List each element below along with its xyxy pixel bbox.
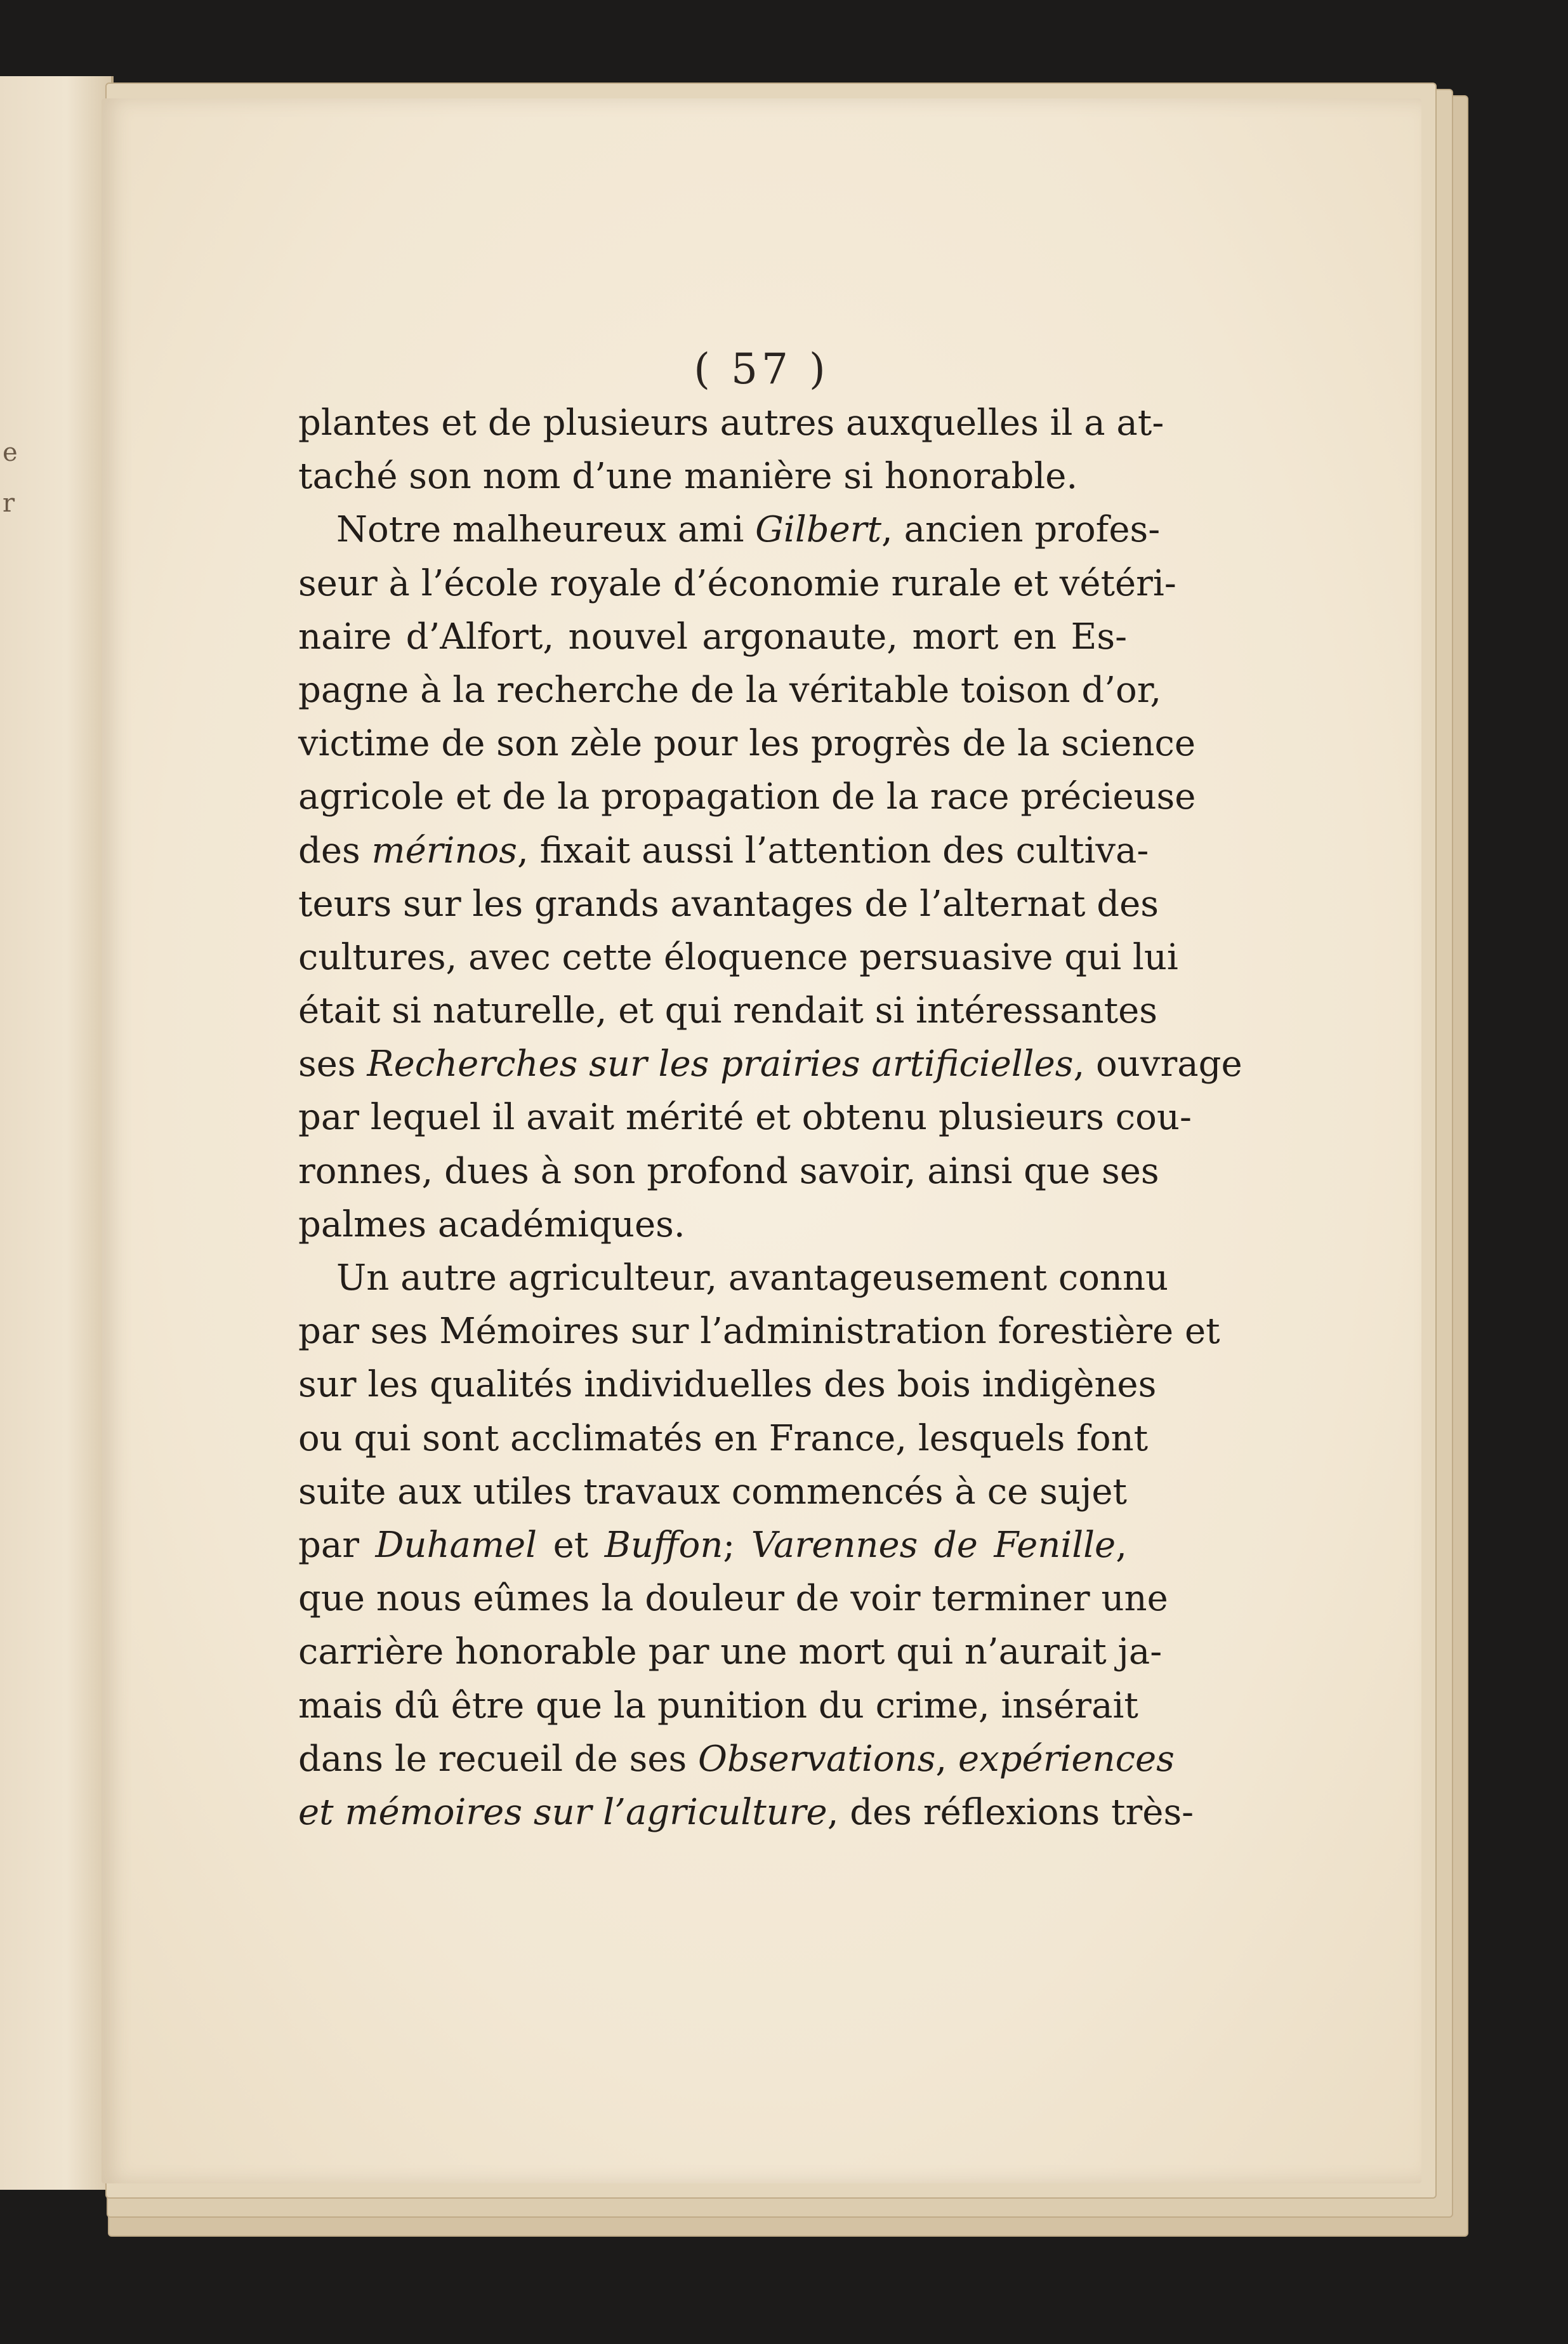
text-run: était si naturelle, et qui rendait si intéressantes	[298, 990, 1157, 1032]
text-run: , fixait aussi l’attention des cultiva-	[517, 830, 1149, 871]
text-run: teurs sur les grands avantages de l’alternat des	[298, 883, 1159, 925]
text-run: ronnes, dues à son profond savoir, ainsi que ses	[298, 1150, 1159, 1192]
page-number: ( 57 )	[694, 345, 829, 394]
text-run: dans le recueil de ses	[298, 1738, 698, 1780]
text-line	[298, 1466, 1127, 1519]
text-run: et	[537, 1524, 605, 1566]
text-run: par lequel il avait mérité et obtenu plusieurs cou-	[298, 1097, 1192, 1139]
text-run: taché son nom d’une manière si honorable.	[298, 456, 1078, 498]
text-run: par	[298, 1524, 376, 1566]
text-run: naire d’Alfort, nouvel argonaute, mort en Es-	[298, 616, 1127, 658]
text-run: ses	[298, 1043, 367, 1085]
text-run: Notre malheureux ami	[336, 509, 756, 551]
text-run: carrière honorable par une mort qui n’aurait ja-	[298, 1631, 1163, 1673]
text-run: plantes et de plusieurs autres auxquelles il a at-	[298, 402, 1164, 444]
italic-text: Gilbert	[755, 509, 881, 551]
text-run: ;	[723, 1524, 751, 1566]
text-line	[298, 824, 1149, 878]
italic-text: expériences	[958, 1738, 1175, 1780]
text-line	[298, 503, 1161, 557]
text-run: , ouvrage	[1073, 1043, 1242, 1085]
text-run: agricole et de la propagation de la race précieuse	[298, 776, 1196, 818]
text-run: victime de son zèle pour les progrès de la science	[298, 723, 1196, 765]
text-run: palmes académiques.	[298, 1203, 685, 1245]
italic-text: et mémoires sur l’agriculture	[298, 1791, 827, 1833]
text-line	[298, 450, 1127, 503]
body-text	[298, 397, 1242, 1839]
text-run: seur à l’école royale d’économie rurale et vétéri-	[298, 562, 1176, 604]
text-line	[298, 1145, 1159, 1198]
text-line	[298, 1519, 1127, 1572]
text-line	[298, 1038, 1242, 1091]
text-run: pagne à la recherche de la véritable toison d’or,	[298, 669, 1162, 711]
text-run: , ancien profes-	[881, 509, 1161, 551]
text-line	[298, 1305, 1220, 1358]
left-page-mark: e	[3, 438, 18, 467]
text-line	[298, 1786, 1194, 1839]
text-run: des	[298, 830, 372, 871]
italic-text: Buffon	[604, 1524, 723, 1566]
text-line	[298, 1358, 1157, 1412]
text-line	[298, 397, 1164, 450]
text-line	[298, 1412, 1149, 1466]
book-page	[102, 98, 1421, 2183]
left-page-mark: r	[3, 489, 15, 518]
text-run: ,	[1116, 1524, 1128, 1566]
text-run: ,	[935, 1738, 958, 1780]
text-line	[298, 717, 1196, 771]
text-run: suite aux utiles travaux commencés à ce sujet	[298, 1471, 1127, 1513]
text-line	[298, 931, 1178, 984]
text-run: ou qui sont acclimatés en France, lesquels font	[298, 1417, 1149, 1459]
text-run: mais dû être que la punition du crime, insérait	[298, 1685, 1138, 1726]
text-run: par ses Mémoires sur l’administration forestière et	[298, 1311, 1220, 1353]
left-facing-page	[0, 76, 114, 2190]
text-line	[298, 1091, 1192, 1144]
text-run: Un autre agriculteur, avantageusement connu	[336, 1257, 1169, 1299]
italic-text: Varennes de Fenille	[751, 1524, 1116, 1566]
text-line	[298, 1679, 1138, 1733]
text-line	[298, 1572, 1168, 1626]
text-line	[298, 611, 1127, 664]
italic-text: Recherches sur les prairies artificielles	[367, 1043, 1074, 1085]
italic-text: Duhamel	[375, 1524, 537, 1566]
text-line	[298, 557, 1176, 611]
text-line	[298, 1252, 1169, 1305]
text-run: , des réflexions très-	[827, 1791, 1194, 1833]
text-line	[298, 664, 1162, 717]
text-line	[298, 1733, 1175, 1786]
text-line	[298, 878, 1159, 931]
text-line	[298, 771, 1196, 824]
italic-text: mérinos	[371, 830, 517, 871]
text-line	[298, 1626, 1163, 1679]
text-run: cultures, avec cette éloquence persuasive qui lui	[298, 936, 1178, 978]
text-run: que nous eûmes la douleur de voir terminer une	[298, 1578, 1168, 1620]
text-line	[298, 1198, 1127, 1252]
italic-text: Observations	[698, 1738, 936, 1780]
text-run: sur les qualités individuelles des bois indigènes	[298, 1364, 1157, 1406]
text-line	[298, 984, 1157, 1038]
